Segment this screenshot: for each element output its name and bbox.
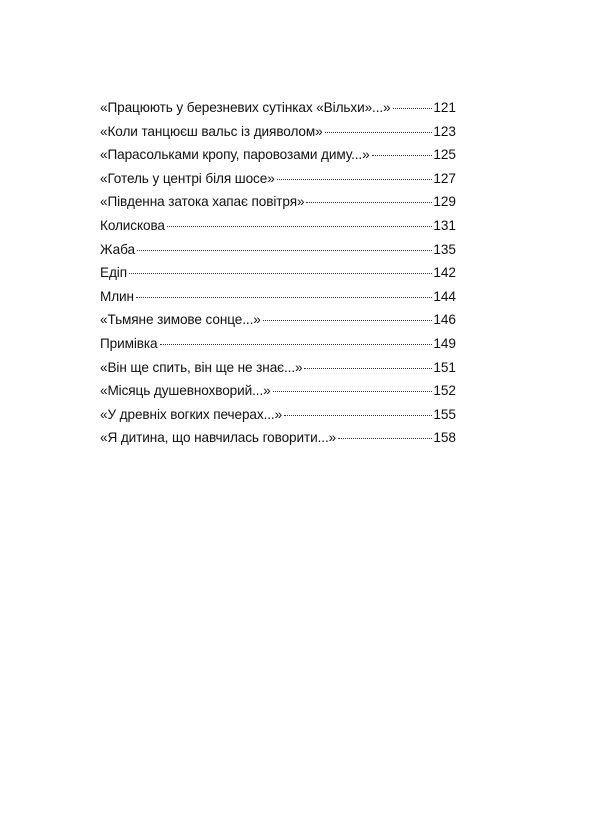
toc-entry-title: «Парасольками кропу, паровозами диму...»: [100, 147, 370, 163]
dot-leader: [263, 319, 433, 321]
dot-leader: [167, 225, 432, 227]
toc-entry-page: 158: [433, 430, 456, 446]
toc-entry-title: «Я дитина, що навчилась говорити...»: [100, 430, 337, 446]
toc-entry-title: «Працюють у березневих сутінках «Вільхи»...»: [100, 100, 391, 115]
dot-leader: [304, 367, 432, 369]
toc-entry: [100, 238, 456, 262]
dot-leader: [306, 201, 432, 203]
toc-entry-title: «Південна затока хапає повітря»: [100, 194, 305, 210]
toc-entry: [100, 96, 456, 120]
toc-entry-page: 125: [433, 147, 456, 163]
toc-entry-page: 131: [433, 217, 456, 233]
toc-entry-page: 142: [433, 265, 456, 281]
dot-leader: [160, 343, 433, 345]
toc-entry-page: 121: [433, 100, 456, 115]
toc-entry-title: Едіп: [100, 265, 127, 281]
dot-leader: [136, 296, 432, 298]
dot-leader: [129, 272, 432, 274]
dot-leader: [277, 178, 433, 180]
toc-entry-title: «Місяць душевнохворий...»: [100, 383, 271, 399]
dot-leader: [273, 390, 433, 392]
toc-entry-title: Примівка: [100, 335, 158, 351]
toc-entry-page: 149: [433, 335, 456, 351]
toc-entry: [100, 167, 456, 191]
toc-entry-page: 151: [433, 359, 456, 375]
toc-entry-title: «Готель у центрі біля шосе»: [100, 170, 275, 186]
toc-entry: [100, 356, 456, 380]
toc-entry: [100, 403, 456, 427]
toc-entry-title: Колискова: [100, 217, 165, 233]
dot-leader: [137, 249, 432, 251]
toc-entry: [100, 426, 456, 450]
toc-entry-title: «Коли танцюєш вальс із дияволом»: [100, 123, 323, 139]
toc-entry-title: Жаба: [100, 241, 135, 257]
dot-leader: [338, 437, 432, 439]
toc-entry: [100, 120, 456, 144]
toc-entry: [100, 214, 456, 238]
dot-leader: [393, 107, 433, 109]
toc-entry: [100, 308, 456, 332]
toc-entry-page: 155: [433, 406, 456, 422]
toc-entry: [100, 190, 456, 214]
toc-entry-page: 144: [433, 288, 456, 304]
dot-leader: [372, 154, 433, 156]
toc-entry: [100, 261, 456, 285]
table-of-contents: [100, 96, 456, 450]
toc-entry-page: 152: [433, 383, 456, 399]
dot-leader: [325, 131, 433, 133]
toc-entry-page: 123: [433, 123, 456, 139]
toc-entry: [100, 285, 456, 309]
toc-entry-page: 129: [433, 194, 456, 210]
toc-entry-title: «Він ще спить, він ще не знає...»: [100, 359, 303, 375]
toc-entry-page: 146: [433, 312, 456, 328]
toc-entry: [100, 332, 456, 356]
toc-entry-title: «Тьмяне зимове сонце...»: [100, 312, 261, 328]
toc-entry: [100, 379, 456, 403]
toc-entry-page: 127: [433, 170, 456, 186]
dot-leader: [284, 414, 432, 416]
toc-entry-page: 135: [433, 241, 456, 257]
toc-entry: [100, 143, 456, 167]
toc-entry-title: Млин: [100, 288, 134, 304]
toc-entry-title: «У древніх вогких печерах...»: [100, 406, 283, 422]
